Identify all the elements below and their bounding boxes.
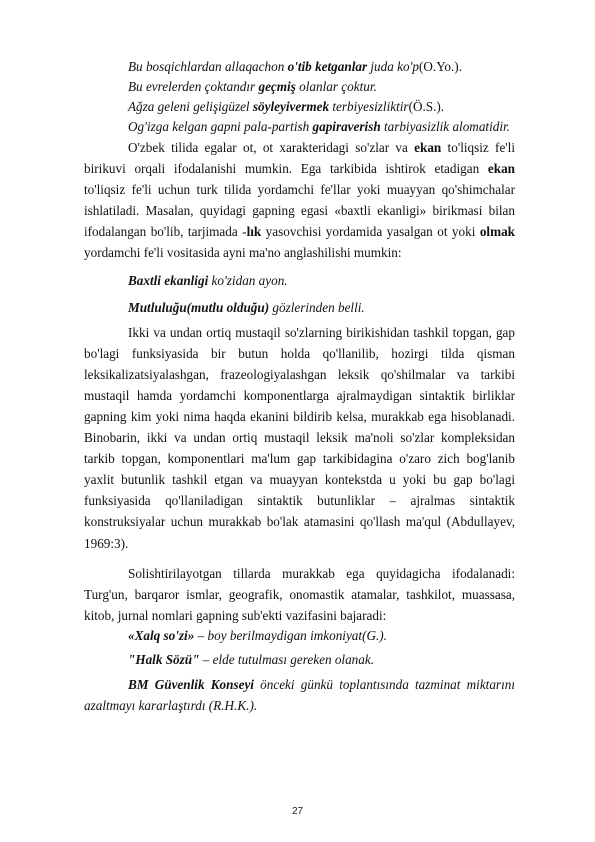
example-line	[84, 298, 515, 318]
paragraph-solishtirish: Solishtirilayotgan tillarda murakkab ega quyidagicha ifodalanadi: Turg'un, barqaror ismlar, geografik, onomastik atamalar, tashkilot, muassasa, kitob, jurnal nomlari gapning sub'ekti vazifasini bajaradi:	[84, 565, 515, 623]
example-text: olanlar çoktur.	[295, 79, 377, 94]
example-bold: «Xalq so'zi»	[128, 627, 195, 643]
example-text: önceki günkü toplantısında tazminat miktarını azaltmayı kararlaştırdı (R.H.K.).	[84, 676, 515, 713]
example-line	[84, 117, 515, 137]
term-bold: ekan	[414, 140, 442, 155]
example-bold: Baxtli ekanligi	[128, 272, 209, 288]
example-bold: Mutluluğu(mutlu olduğu)	[128, 299, 270, 315]
page-body	[84, 57, 515, 716]
example-line	[84, 77, 515, 97]
example-text: – boy berilmaydigan imkoniyat(G.).	[194, 627, 387, 643]
example-bold: gapiraverish	[312, 119, 381, 134]
example-bold: söyleyivermek	[252, 99, 330, 114]
example-line	[84, 271, 515, 291]
example-text: gözlerinden belli.	[269, 299, 365, 315]
example-text: terbiyesizliktir	[329, 99, 409, 114]
example-line	[84, 650, 515, 670]
example-bold: geçmiş	[258, 79, 296, 94]
example-line	[84, 97, 515, 117]
example-line	[84, 626, 515, 646]
example-text: ko'zidan ayon.	[208, 272, 288, 288]
paragraph-murakkab-ega: Ikki va undan ortiq mustaqil so'zlarning birikishidan tashkil topgan, gap bo'lagi funksiyasida bir butun holda qo'llanilib, hozirgi tilda qisman leksikalizatsiyalashgan, frazeologiyalashgan leksik qo'shilmalar va tarkibi mustaqil hamda yordamchi komponentlarga ajralmaydigan sintaktik birliklar gapning kim yoki nima haqda ekanini bildirib kelsa, murakkab ega hisoblanadi. Binobarin, ikki va undan ortiq mustaqil leksik ma'noli so'zlar kompleksidan tarkib topgan, komponentlari ma'lum gap tarkibidagina o'zaro zich bog'lanib yaxlit butunlik tashkil etgan va muayyan kontekstda u yoki bu gap bo'lagi funksiyasida qo'llaniladigan sintaktik butunliklar – ajralmas sintaktik konstruksiyalar uchun murakkab bo'lak atamasini qo'llash ma'qul (Abdullayev, 1969:3).	[84, 324, 515, 551]
example-text: – elde tutulması gereken olanak.	[199, 651, 375, 667]
term-bold: lık	[246, 224, 262, 240]
example-bold: o'tib ketganlar	[287, 59, 368, 74]
example-text: Bu bosqichlardan allaqachon	[128, 59, 288, 74]
example-text: Bu evrelerden çoktandır	[128, 79, 259, 94]
example-bold: "Halk Sözü"	[128, 651, 200, 667]
example-source: (Ö.S.).	[408, 99, 445, 114]
term-bold: ekan	[487, 161, 515, 177]
example-paragraph	[84, 674, 515, 716]
term-bold: olmak	[479, 224, 515, 240]
page-number: 27	[291, 806, 304, 817]
example-text: tarbiyasizlik alomatidir.	[380, 119, 510, 134]
example-text: Ağza geleni gelişigüzel	[128, 99, 253, 114]
example-text: juda ko'p	[367, 59, 419, 74]
paragraph-ega-ekan: O'zbek tilida egalar ot, ot xarakteridagi so'zlar va ekan to'liqsiz fe'li birikuvi orqali ifodalanishi mumkin. Ega tarkibida ishtirok etadigan ekan to'liqsiz fe'li uchun turk tilida yordamchi fe'llar yoki muayyan qo'shimchalar ishlatiladi. Masalan, quyidagi gapning egasi «baxtli ekanligi» birikmasi bilan ifodalangan bo'lib, tarjimada -lık yasovchisi yordamida yasalgan ot yoki olmak yordamchi fe'li vositasida ayni ma'no anglashilishi mumkin:	[84, 140, 516, 261]
example-text: Og'izga kelgan gapni pala-partish	[128, 119, 313, 134]
example-bold: BM Güvenlik Konseyi	[128, 676, 254, 692]
example-line	[84, 57, 515, 77]
example-source: (O.Yo.).	[419, 59, 462, 74]
